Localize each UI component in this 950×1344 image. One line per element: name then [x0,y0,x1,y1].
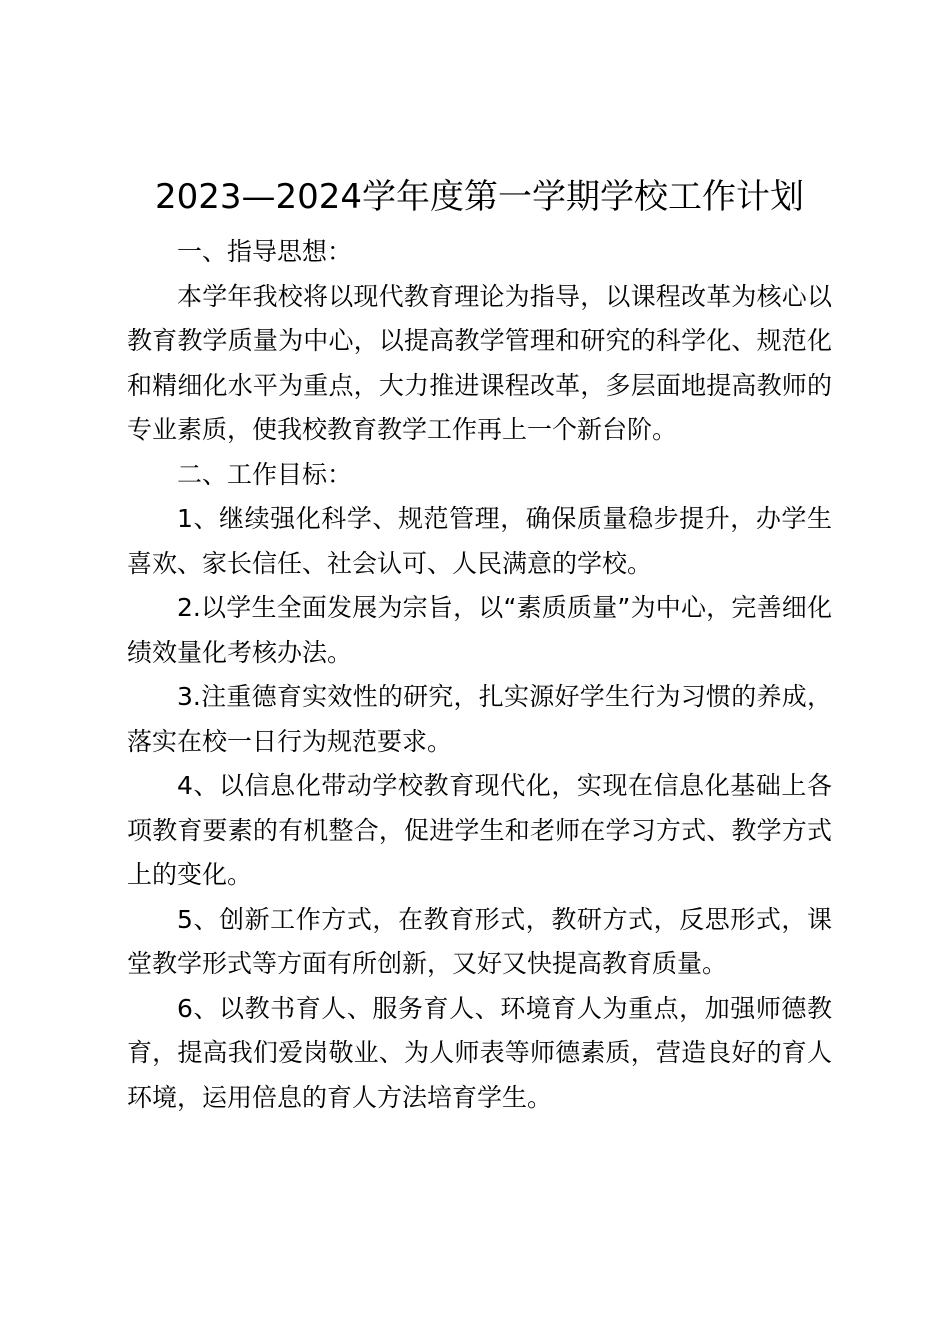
goal-item-1: 1、继续强化科学、规范管理，确保质量稳步提升，办学生喜欢、家长信任、社会认可、人民满意的学校。 [127,504,832,578]
paragraph: 本学年我校将以现代教育理论为指导，以课程改革为核心以教育教学质量为中心，以提高教学管理和研究的科学化、规范化和精细化水平为重点，大力推进课程改革，多层面地提高教师的专业素质，使我校教育教学工作再上一个新台阶。 [127,281,832,444]
goal-item-5: 5、创新工作方式，在教育形式，教研方式，反思形式，课堂教学形式等方面有所创新，又好又快提高教育质量。 [127,904,832,978]
goal-item-2: 2.以学生全面发展为宗旨，以“素质质量”为中心，完善细化绩效量化考核办法。 [127,593,832,667]
document-title: 2023—2024学年度第一学期学校工作计划 [154,177,805,217]
section-guiding-ideology [127,230,832,453]
section-heading: 一、指导思想： [177,237,353,266]
document-body [127,172,832,1120]
section-heading: 二、工作目标： [177,459,353,489]
goal-item-6: 6、以教书育人、服务育人、环境育人为重点，加强师德教育，提高我们爱岗敬业、为人师表等师德素质，营造良好的育人环境，运用倍息的育人方法培育学生。 [127,993,832,1112]
goal-item-3: 3.注重德育实效性的研究，扎实源好学生行为习惯的养成，落实在校一日行为规范要求。 [127,682,832,756]
goal-item-4: 4、以信息化带动学校教育现代化，实现在信息化基础上各项教育要素的有机整合，促进学生和老师在学习方式、教学方式上的变化。 [127,771,832,889]
section-work-goals [127,453,832,1121]
